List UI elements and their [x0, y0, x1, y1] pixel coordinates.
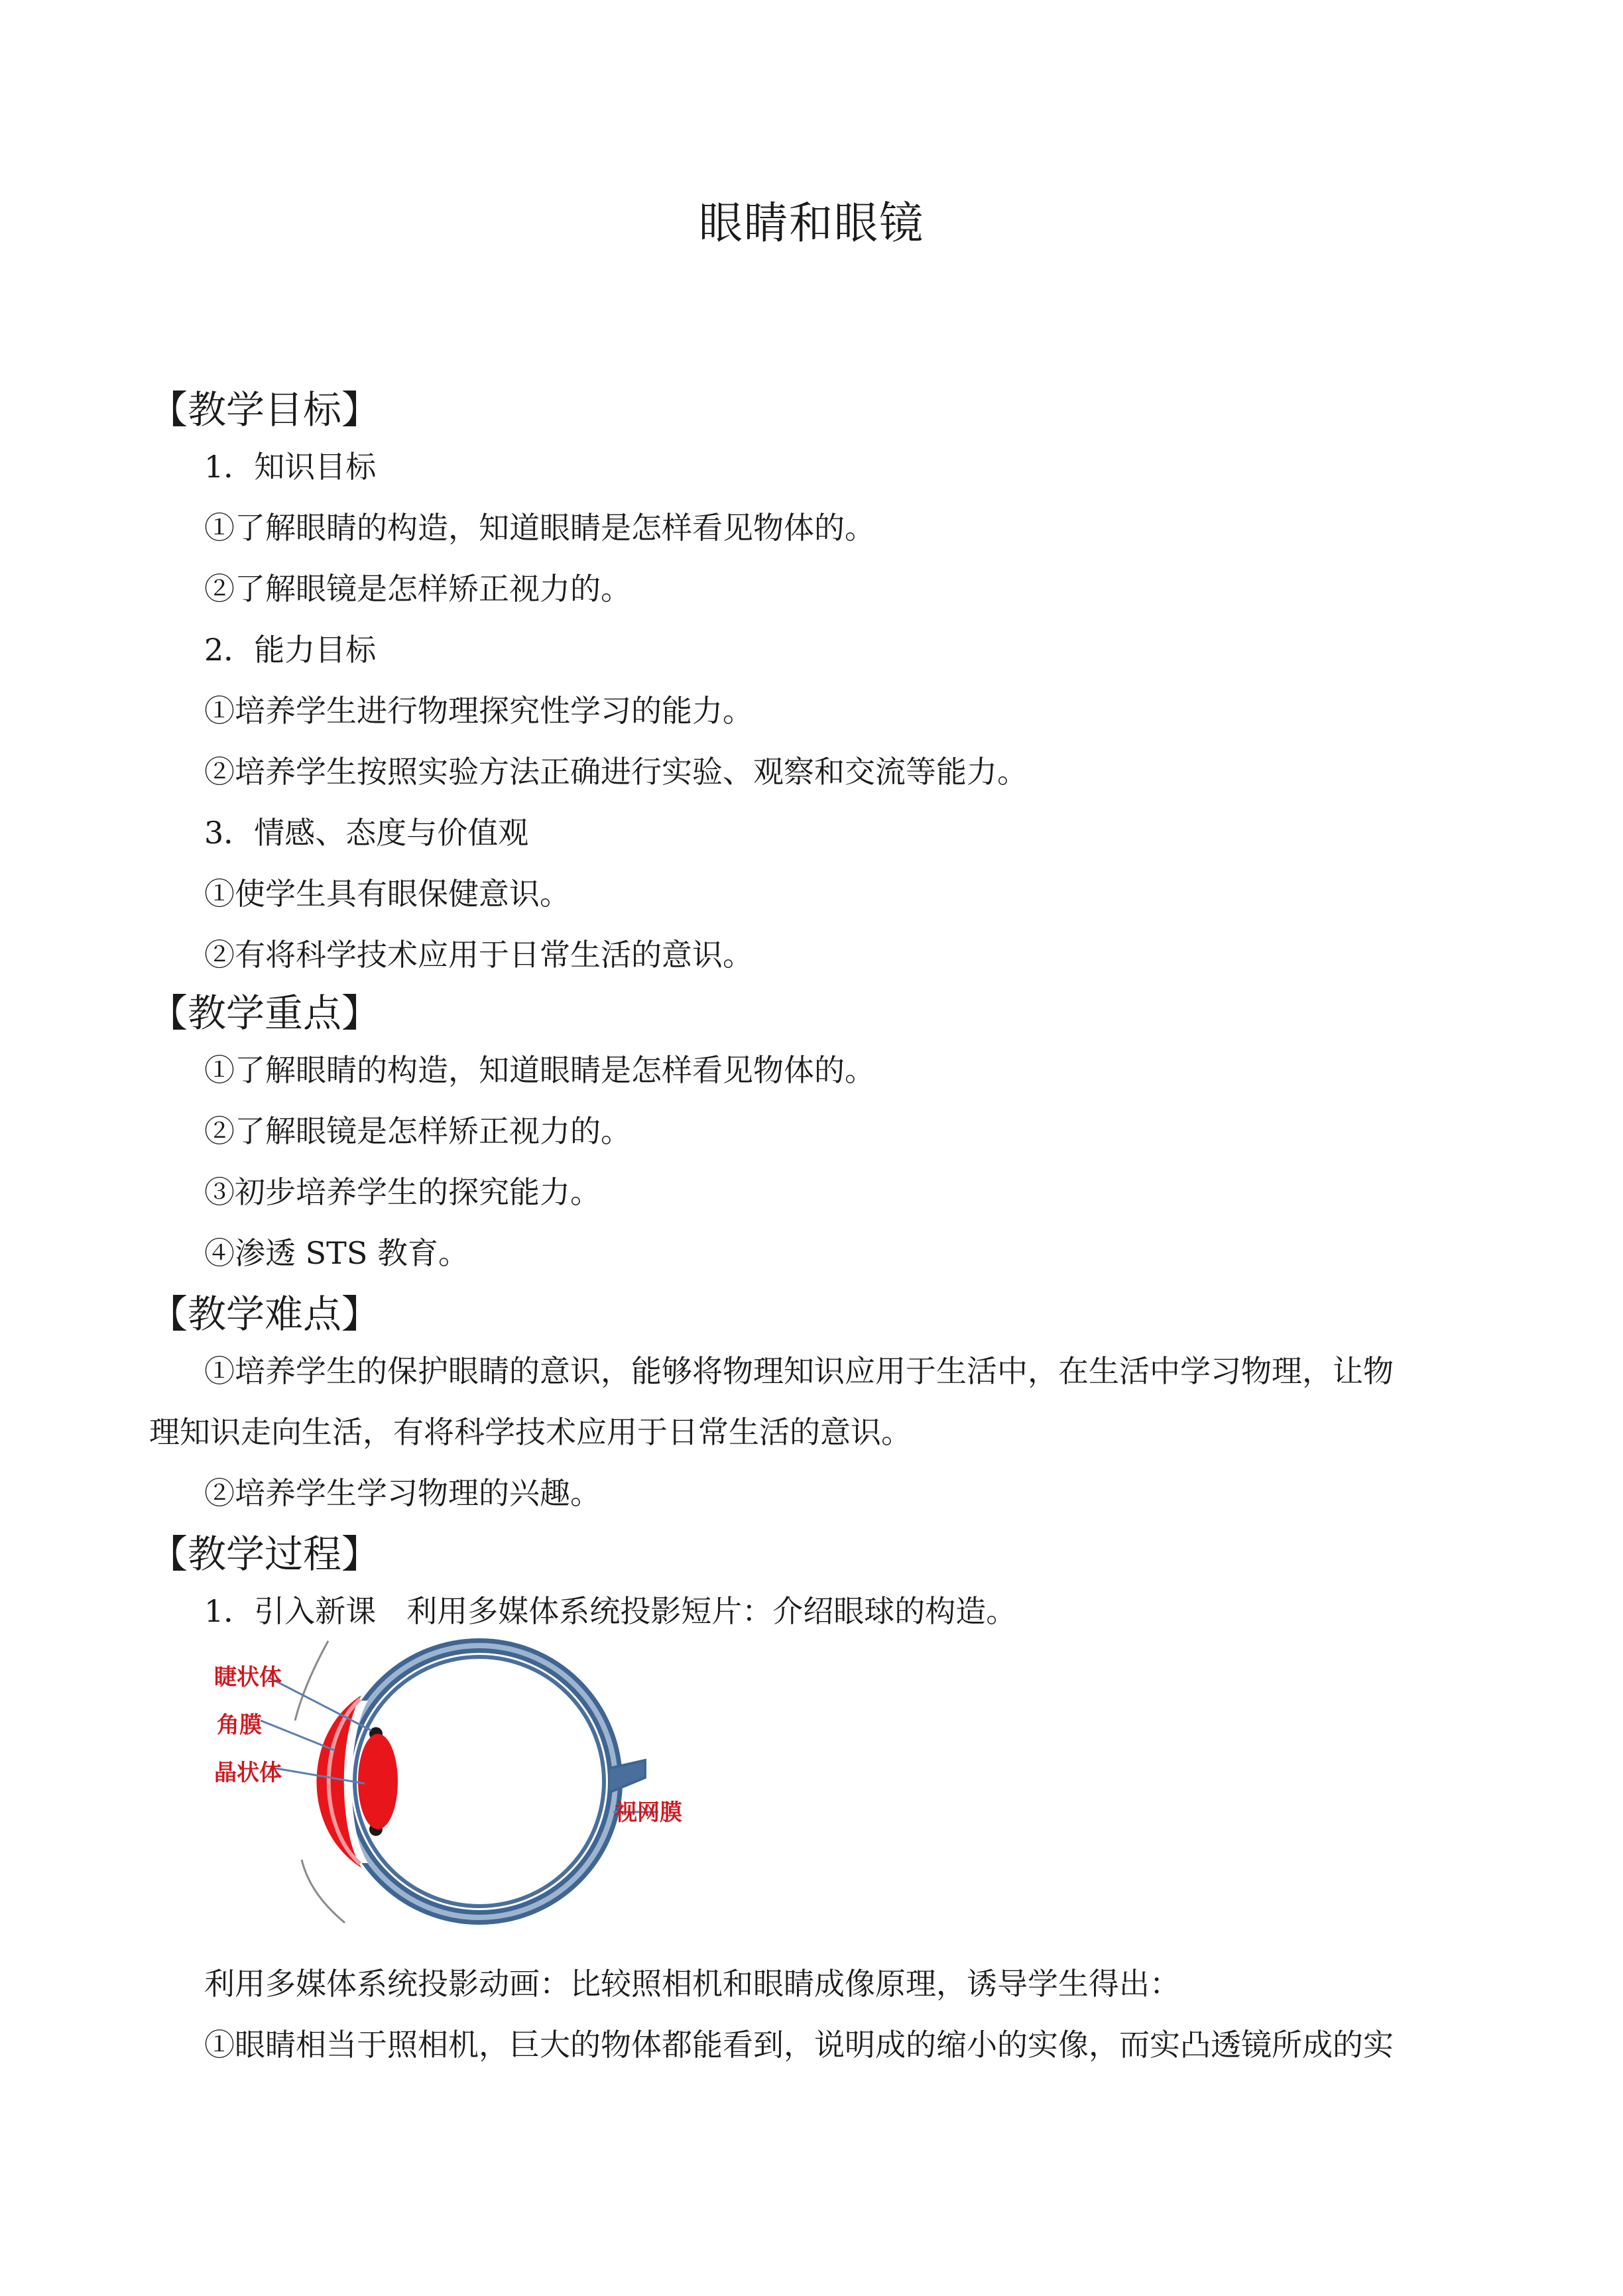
key-point-item: ③初步培养学生的探究能力。	[204, 1174, 601, 1210]
process-animation-text: 利用多媒体系统投影动画：比较照相机和眼睛成像原理，诱导学生得出：	[204, 1966, 1180, 2002]
emotion-goal-title: 3．情感、态度与价值观	[204, 815, 529, 851]
difficulty-item: ②培养学生学习物理的兴趣。	[204, 1475, 601, 1511]
knowledge-goal-item: ②了解眼镜是怎样矫正视力的。	[204, 571, 631, 607]
knowledge-goal-title: 1．知识目标	[204, 449, 377, 485]
section-heading-key-points: 【教学重点】	[149, 991, 381, 1036]
knowledge-goal-item: ①了解眼睛的构造，知道眼睛是怎样看见物体的。	[204, 510, 875, 546]
cornea-pointer-line	[261, 1721, 335, 1750]
process-intro: 1．引入新课 利用多媒体系统投影短片：介绍眼球的构造。	[204, 1593, 1017, 1629]
lower-eyelid-line	[302, 1860, 345, 1923]
difficulty-item-continued: 理知识走向生活，有将科学技术应用于日常生活的意识。	[149, 1414, 912, 1450]
process-conclusion-item: ①眼睛相当于照相机，巨大的物体都能看到，说明成的缩小的实像，而实凸透镜所成的实	[204, 2027, 1394, 2063]
lens-shape	[358, 1734, 398, 1829]
page-title: 眼睛和眼镜	[699, 198, 924, 249]
label-retina: 视网膜	[615, 1799, 682, 1826]
eye-structure-diagram	[202, 1621, 693, 1933]
ability-goal-title: 2．能力目标	[204, 632, 377, 668]
emotion-goal-item: ②有将科学技术应用于日常生活的意识。	[204, 937, 753, 973]
difficulty-item: ①培养学生的保护眼睛的意识，能够将物理知识应用于生活中，在生活中学习物理，让物	[204, 1353, 1394, 1389]
section-heading-process: 【教学过程】	[149, 1532, 381, 1577]
label-ciliary-body: 睫状体	[214, 1664, 282, 1691]
ability-goal-item: ①培养学生进行物理探究性学习的能力。	[204, 693, 753, 729]
ability-goal-item: ②培养学生按照实验方法正确进行实验、观察和交流等能力。	[204, 754, 1028, 790]
label-lens: 晶状体	[214, 1760, 282, 1786]
key-point-item: ②了解眼镜是怎样矫正视力的。	[204, 1113, 631, 1149]
section-heading-objectives: 【教学目标】	[149, 387, 381, 432]
section-heading-difficulties: 【教学难点】	[149, 1292, 381, 1337]
emotion-goal-item: ①使学生具有眼保健意识。	[204, 876, 570, 912]
key-point-item: ④渗透 STS 教育。	[204, 1235, 469, 1271]
key-point-item: ①了解眼睛的构造，知道眼睛是怎样看见物体的。	[204, 1052, 875, 1088]
label-cornea: 角膜	[217, 1712, 262, 1738]
upper-eyelid-line	[295, 1641, 328, 1721]
